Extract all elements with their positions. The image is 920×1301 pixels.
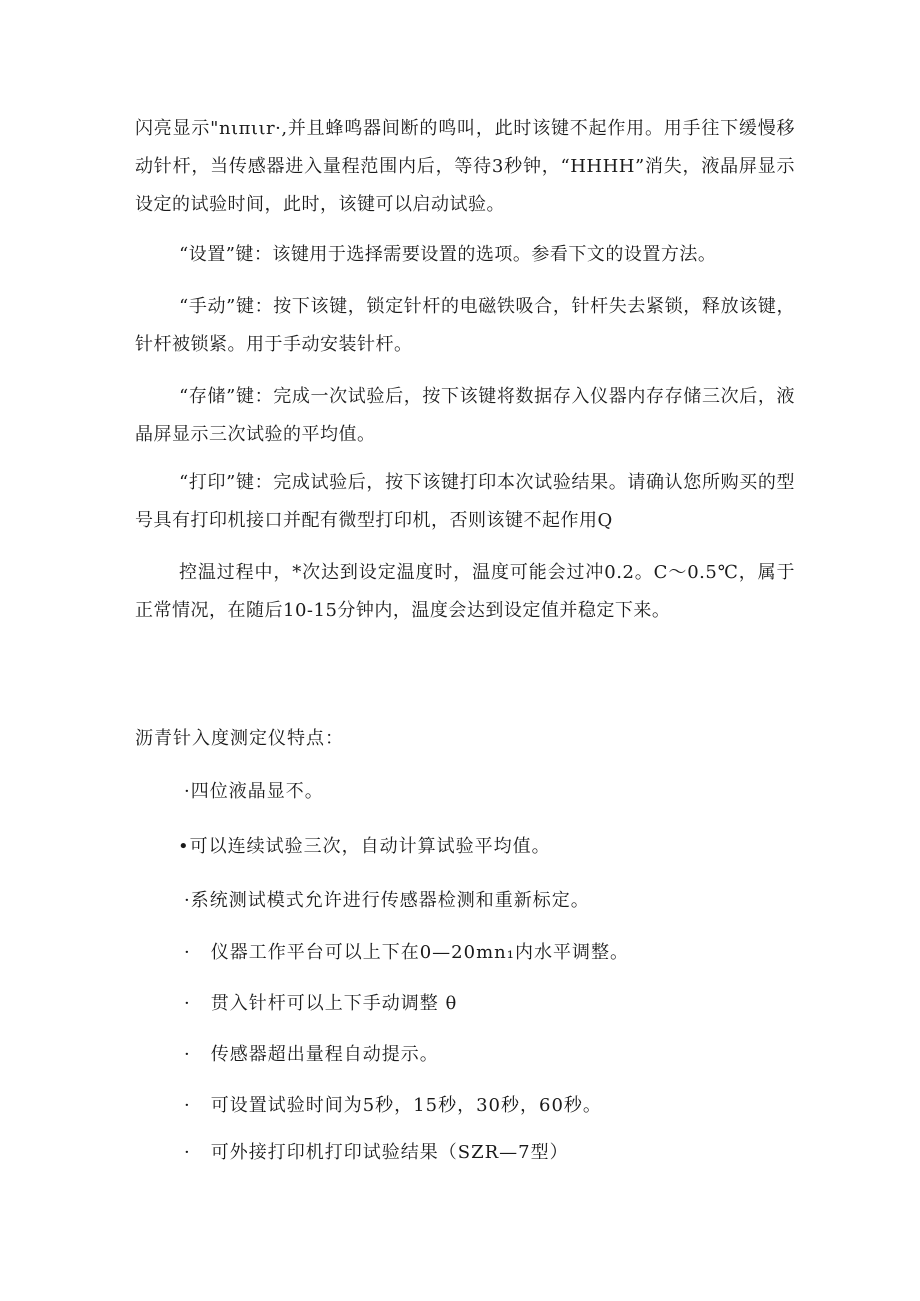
bullet-mark: · xyxy=(184,942,191,963)
feature-item xyxy=(184,941,629,965)
feature-text: 可以连续试验三次，自动计算试验平均值。 xyxy=(189,836,551,857)
feature-item xyxy=(178,835,551,859)
paragraph-storage-key: “存储”键：完成一次试验后，按下该键将数据存入仪器内存存储三次后，液晶屏显示三次试验的平均值。 xyxy=(135,386,795,445)
bullet-mark: · xyxy=(184,1044,191,1065)
feature-item xyxy=(184,1094,602,1118)
feature-text: 贯入针杆可以上下手动调整 θ xyxy=(210,993,458,1014)
feature-text: 仪器工作平台可以上下在0—20mn₁内水平调整。 xyxy=(210,942,629,963)
paragraph-temperature-control: 控温过程中，*次达到设定温度时，温度可能会过冲0.2。C～0.5℃，属于正常情况，在随后10-15分钟内，温度会达到设定值并稳定下来。 xyxy=(135,562,795,621)
feature-text: 四位液晶显不。 xyxy=(190,781,324,802)
paragraph-manual-key: “手动”键：按下该键，锁定针杆的电磁铁吸合，针杆失去紧锁，释放该键，针杆被锁紧。用于手动安装针杆。 xyxy=(135,296,795,355)
features-heading: 沥青针入度测定仪特点： xyxy=(135,728,344,749)
paragraph-settings-key: “设置”键：该键用于选择需要设置的选项。参看下文的设置方法。 xyxy=(179,244,717,265)
feature-item xyxy=(184,1043,439,1067)
feature-item xyxy=(184,1141,569,1165)
bullet-mark: · xyxy=(184,781,191,802)
feature-text: 传感器超出量程自动提示。 xyxy=(210,1044,439,1065)
bullet-mark: • xyxy=(178,836,190,857)
feature-text: 可外接打印机打印试验结果（SZR—7型） xyxy=(210,1142,569,1163)
bullet-mark: · xyxy=(184,890,191,911)
bullet-mark: · xyxy=(184,993,191,1014)
paragraph-print-key: “打印”键：完成试验后，按下该键打印本次试验结果。请确认您所购买的型号具有打印机接口并配有微型打印机，否则该键不起作用Q xyxy=(135,472,795,531)
feature-text: 系统测试模式允许进行传感器检测和重新标定。 xyxy=(190,890,590,911)
feature-item xyxy=(184,992,457,1016)
bullet-mark: · xyxy=(184,1095,191,1116)
feature-item xyxy=(184,889,590,913)
feature-item xyxy=(184,780,324,804)
feature-text: 可设置试验时间为5秒，15秒，30秒，60秒。 xyxy=(210,1095,602,1116)
bullet-mark: · xyxy=(184,1142,191,1163)
paragraph-sensor-warning: 闪亮显示"nιπιιr·,并且蜂鸣器间断的鸣叫，此时该键不起作用。用手往下缓慢移动针杆，当传感器进入量程范围内后，等待3秒钟，“HHHH”消失，液晶屏显示设定的试验时间，此时，该键可以启动试验。 xyxy=(135,118,795,215)
